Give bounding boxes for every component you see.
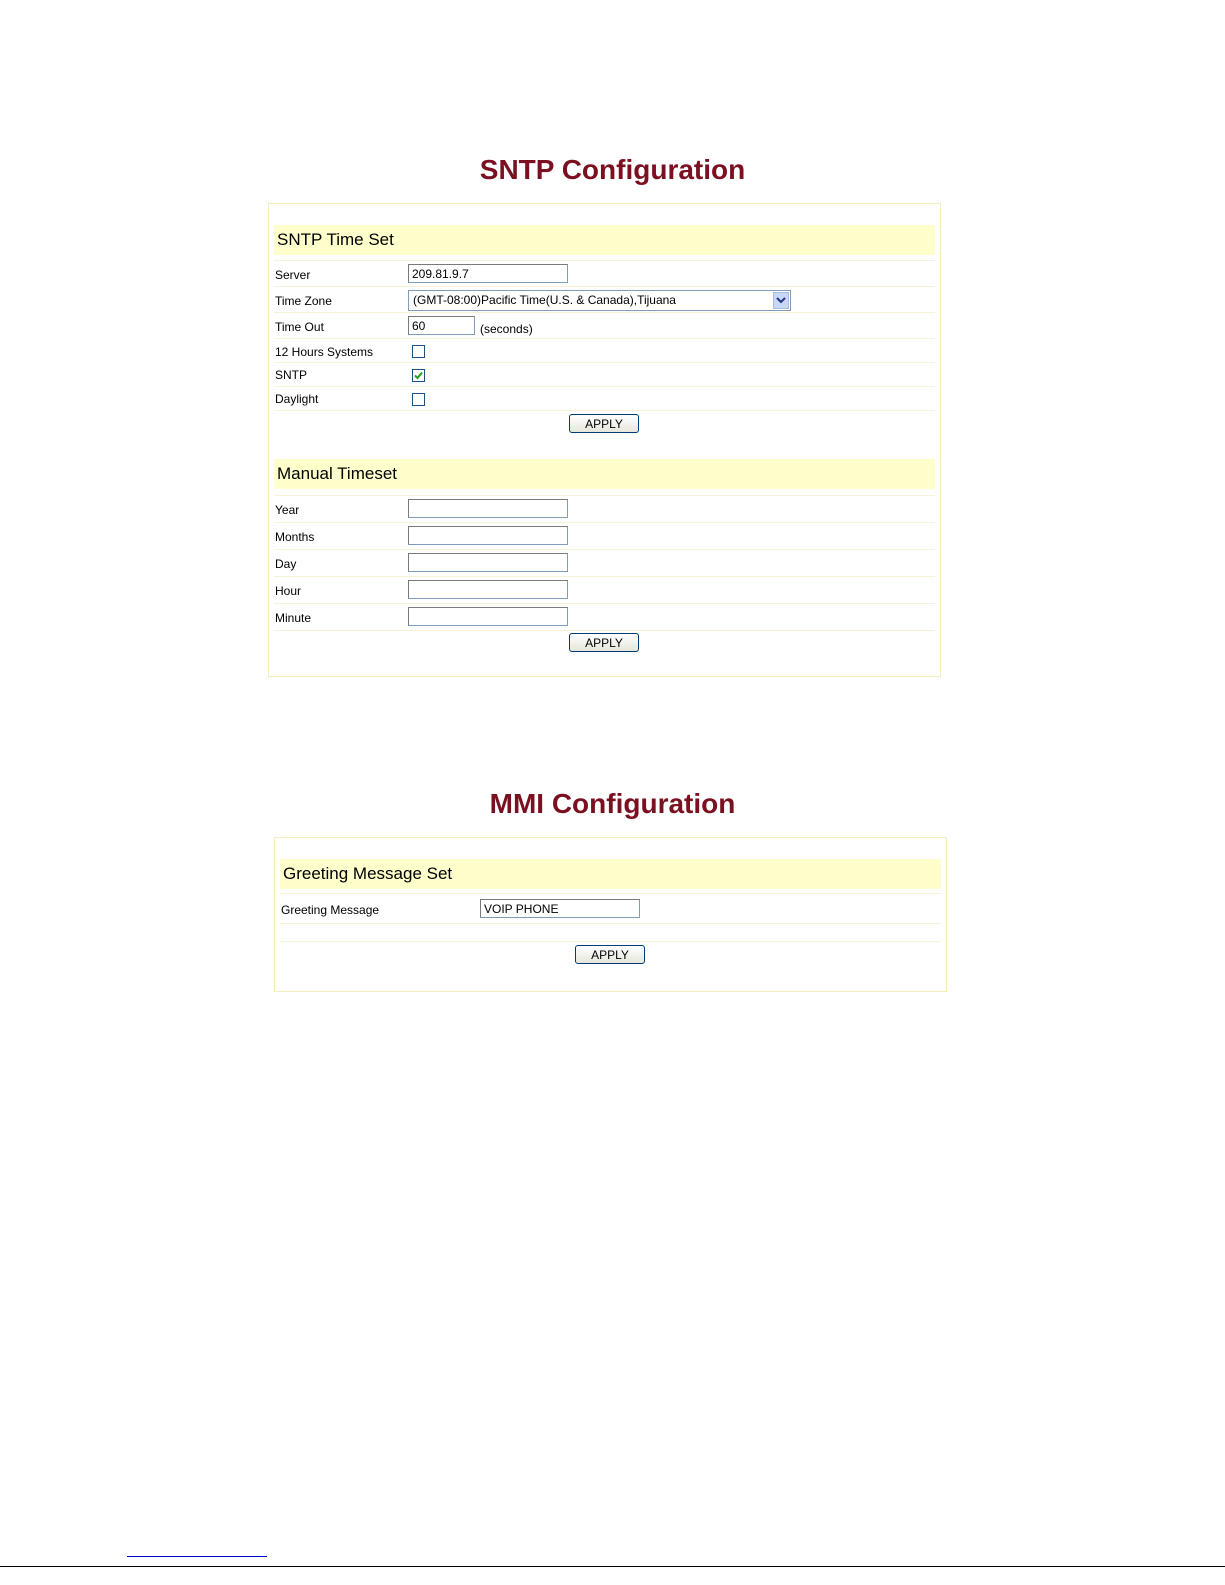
footer-link-underline[interactable] (127, 1556, 267, 1557)
day-input[interactable] (408, 553, 568, 572)
mmi-apply-row (280, 941, 941, 968)
sntp-panel (268, 203, 941, 677)
checkmark-icon (413, 370, 424, 381)
server-row (274, 260, 935, 286)
day-label: Day (275, 557, 297, 571)
manual-apply-row (274, 630, 935, 656)
timeout-label: Time Out (275, 320, 324, 334)
mmi-apply-button[interactable]: APPLY (575, 945, 645, 964)
manual-apply-button[interactable]: APPLY (569, 633, 639, 652)
day-row (274, 549, 935, 576)
greeting-message-input[interactable] (480, 899, 640, 918)
manual-timeset-header: Manual Timeset (274, 459, 935, 489)
daylight-label: Daylight (275, 392, 319, 406)
timezone-select[interactable] (408, 290, 791, 311)
months-row (274, 522, 935, 549)
minute-row (274, 603, 935, 630)
mmi-page-title: MMI Configuration (489, 788, 736, 819)
greeting-message-label: Greeting Message (281, 903, 380, 917)
footer-divider (0, 1566, 1225, 1567)
timeout-row (274, 312, 935, 338)
greeting-message-set-header: Greeting Message Set (280, 859, 941, 889)
timezone-label: Time Zone (275, 294, 332, 308)
hours12-row (274, 338, 935, 362)
minute-label: Minute (275, 611, 312, 625)
greeting-spacer-row (280, 923, 941, 941)
daylight-checkbox[interactable] (412, 393, 425, 406)
year-label: Year (275, 503, 300, 517)
sntp-apply-row (274, 410, 935, 436)
timeout-input[interactable] (408, 316, 475, 335)
timezone-selected-value: (GMT-08:00)Pacific Time(U.S. & Canada),Tijuana (413, 293, 676, 307)
months-input[interactable] (408, 526, 568, 545)
sntp-row (274, 362, 935, 386)
sntp-page-title: SNTP Configuration (479, 154, 746, 185)
timezone-row (274, 286, 935, 312)
sntp-checkbox[interactable] (412, 369, 425, 382)
hours12-checkbox[interactable] (412, 345, 425, 358)
server-input[interactable] (408, 264, 568, 283)
sntp-time-set-header: SNTP Time Set (274, 225, 935, 255)
chevron-down-icon[interactable] (773, 292, 789, 309)
hour-row (274, 576, 935, 603)
year-row (274, 495, 935, 522)
minute-input[interactable] (408, 607, 568, 626)
year-input[interactable] (408, 499, 568, 518)
server-label: Server (275, 268, 311, 282)
greeting-message-row (280, 893, 941, 923)
months-label: Months (275, 530, 315, 544)
daylight-row (274, 386, 935, 410)
sntp-label: SNTP (275, 368, 308, 382)
sntp-apply-button[interactable]: APPLY (569, 414, 639, 433)
hour-label: Hour (275, 584, 302, 598)
hours12-label: 12 Hours Systems (275, 345, 374, 359)
mmi-panel (274, 837, 947, 992)
hour-input[interactable] (408, 580, 568, 599)
timeout-unit: (seconds) (480, 322, 533, 336)
